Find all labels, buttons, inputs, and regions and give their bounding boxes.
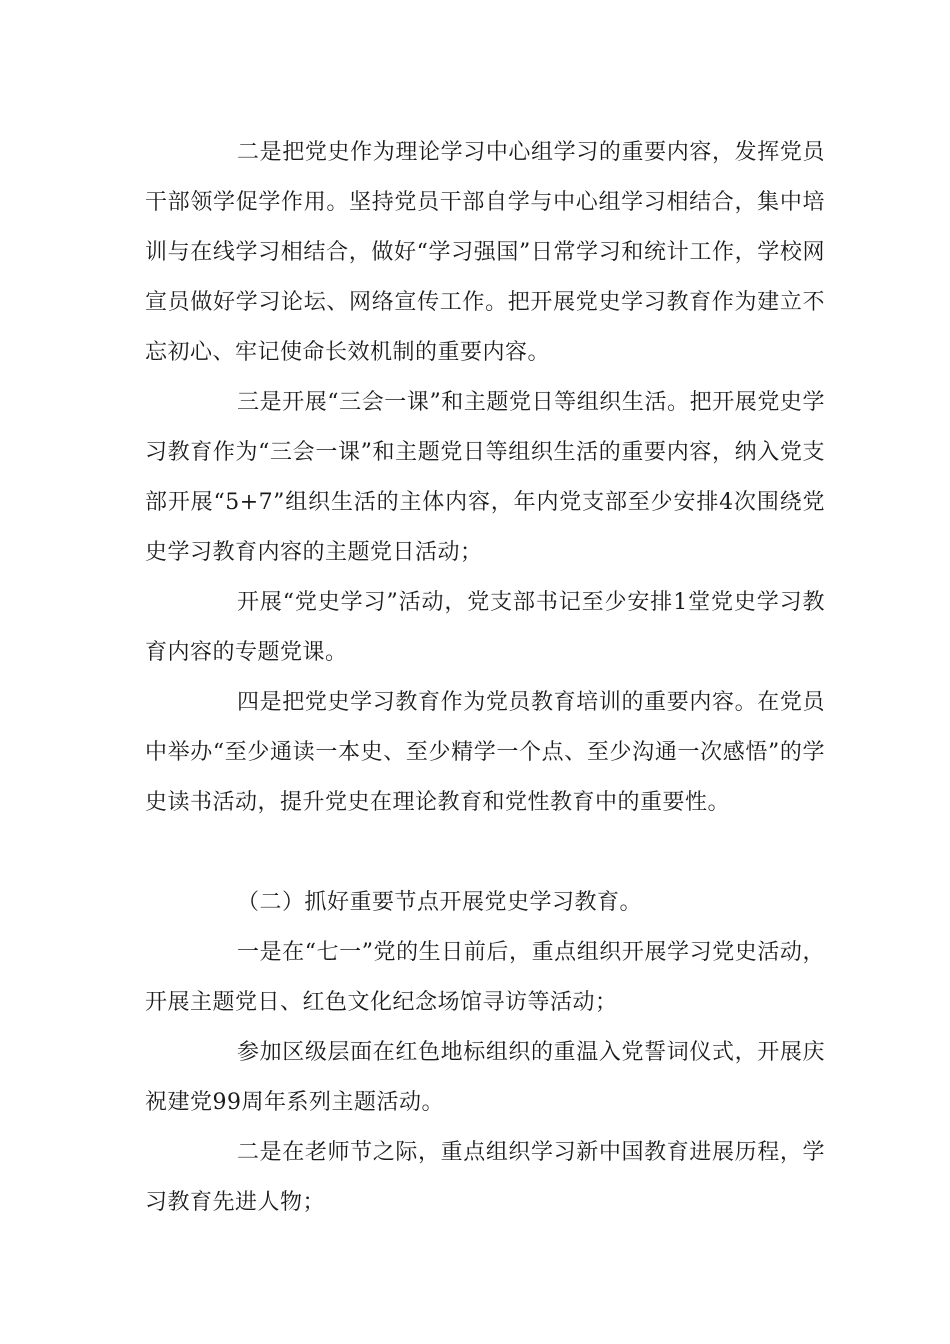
paragraph-three-meetings: 三是开展“三会一课”和主题党日等组织生活。把开展党史学习教育作为“三会一课”和主题党日等组织生活的重要内容，纳入党支部开展“5+7”组织生活的主体内容，年内党支部至少安排4次围绕党史学习教育内容的主题党日活动； [145, 390, 825, 565]
paragraph-theory-study: 二是把党史作为理论学习中心组学习的重要内容，发挥党员干部领学促学作用。坚持党员干部自学与中心组学习相结合，集中培训与在线学习相结合，做好“学习强国”日常学习和统计工作，学校网宣员做好学习论坛、网络宣传工作。把开展党史学习教育作为建立不忘初心、牢记使命长效机制的重要内容。 [145, 140, 825, 365]
document-body [145, 128, 825, 1228]
section-spacer [145, 828, 825, 878]
paragraph-july-first: 一是在“七一”党的生日前后，重点组织开展学习党史活动，开展主题党日、红色文化纪念场馆寻访等活动； [145, 940, 825, 1015]
paragraph-teachers-day: 二是在老师节之际，重点组织学习新中国教育进展历程，学习教育先进人物； [145, 1140, 825, 1215]
paragraph-oath-ceremony: 参加区级层面在红色地标组织的重温入党誓词仪式，开展庆祝建党99周年系列主题活动。 [145, 1040, 825, 1115]
section-heading-key-nodes: （二）抓好重要节点开展党史学习教育。 [237, 890, 643, 915]
paragraph-education-training: 四是把党史学习教育作为党员教育培训的重要内容。在党员中举办“至少通读一本史、至少精学一个点、至少沟通一次感悟”的学史读书活动，提升党史在理论教育和党性教育中的重要性。 [145, 690, 825, 815]
paragraph-party-lecture: 开展“党史学习”活动，党支部书记至少安排1堂党史学习教育内容的专题党课。 [145, 590, 825, 665]
